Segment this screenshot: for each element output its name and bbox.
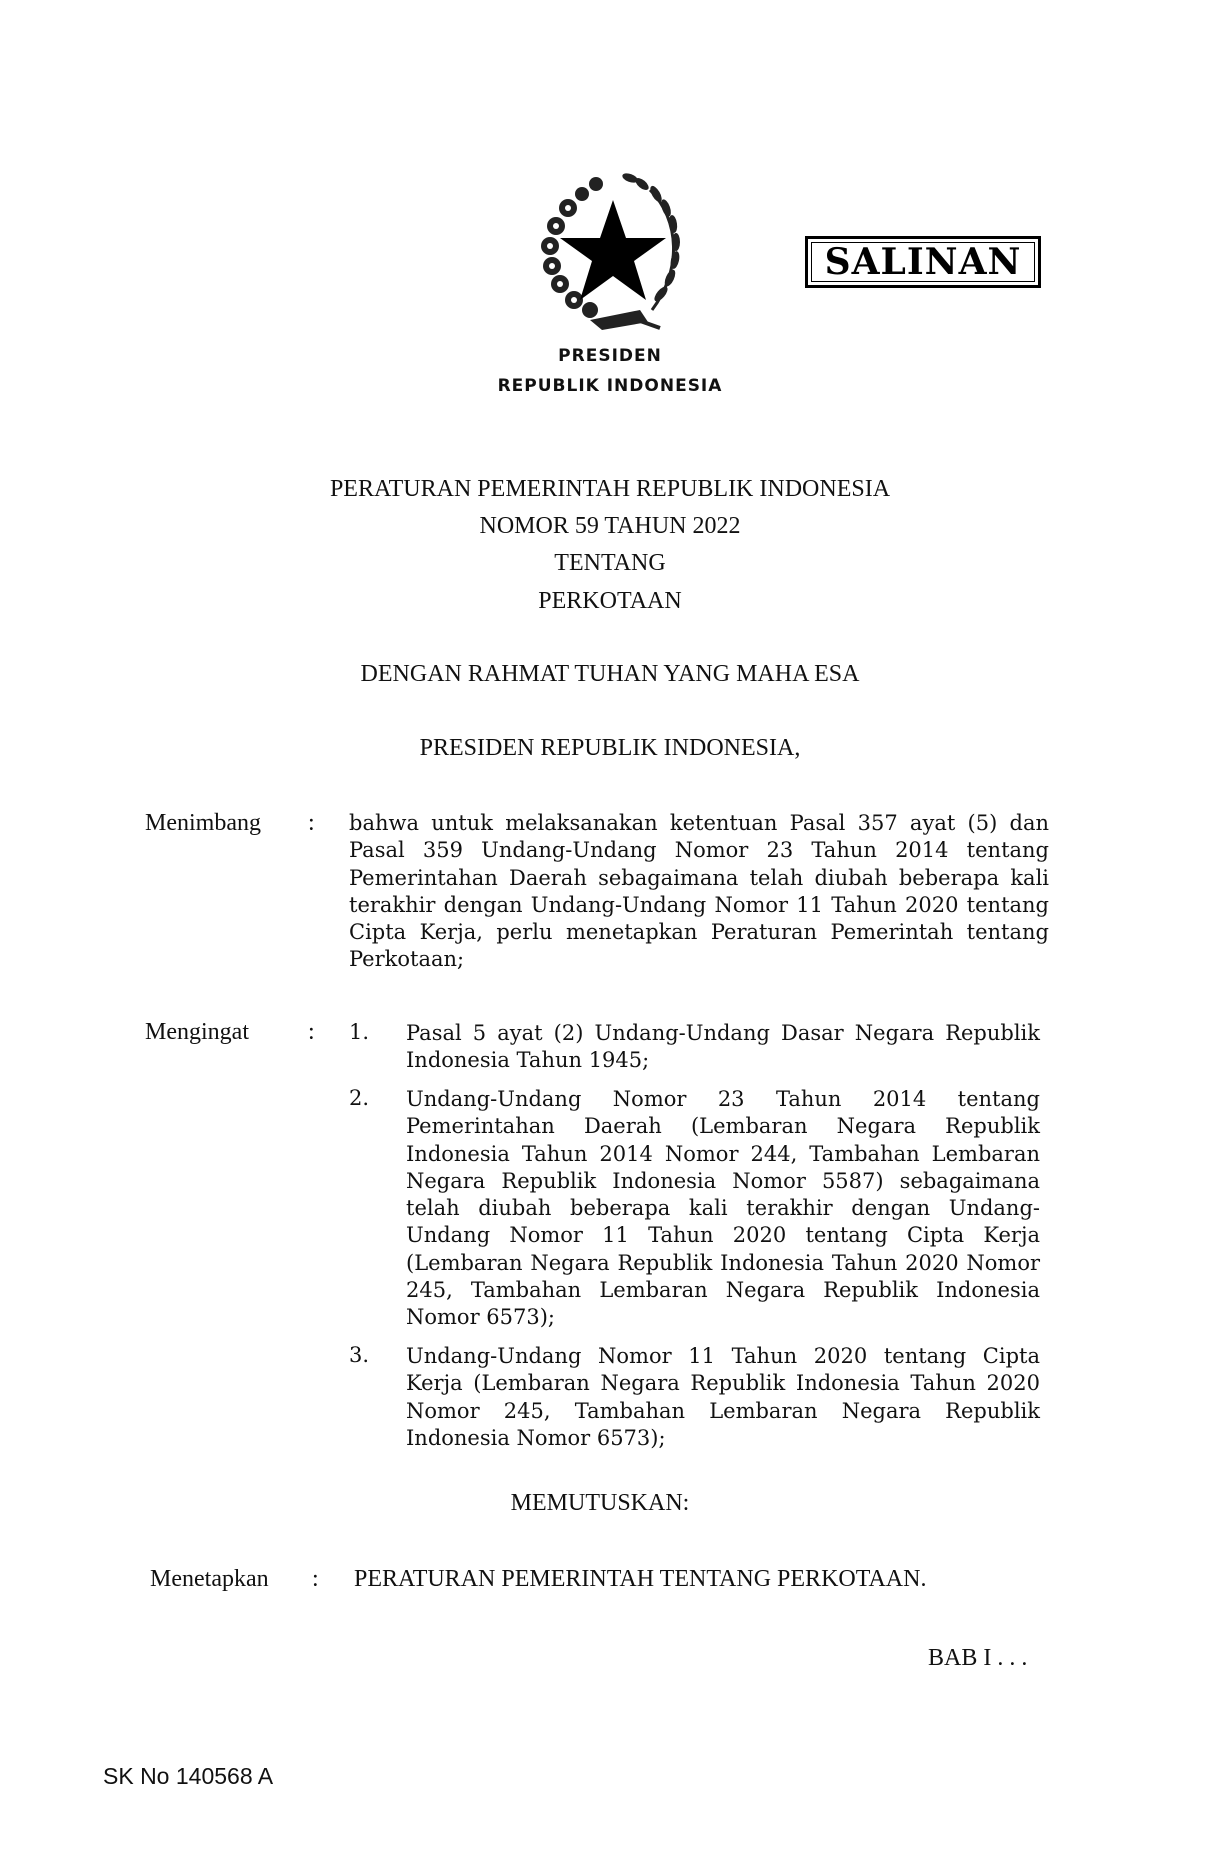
mengingat-label: Mengingat xyxy=(145,1019,249,1045)
document-code: SK No 140568 A xyxy=(103,1763,274,1789)
menimbang-colon: : xyxy=(308,810,315,836)
mengingat-colon: : xyxy=(308,1019,315,1045)
presidential-emblem-icon xyxy=(530,160,696,336)
menimbang-label: Menimbang xyxy=(145,810,261,836)
mengingat-item-text: Pasal 5 ayat (2) Undang-Undang Dasar Negara Republik Indonesia Tahun 1945; xyxy=(406,1021,1040,1073)
institution-line-1: PRESIDEN xyxy=(558,346,662,366)
regulation-title: PERATURAN PEMERINTAH REPUBLIK INDONESIA xyxy=(329,476,891,502)
menetapkan-text: PERATURAN PEMERINTAH TENTANG PERKOTAAN. xyxy=(354,1566,927,1592)
regulation-tentang: TENTANG xyxy=(554,550,666,576)
regulation-subject: PERKOTAAN xyxy=(538,588,682,614)
mengingat-item-text: Undang-Undang Nomor 23 Tahun 2014 tentang Pemerintahan Daerah (Lembaran Negara Republik Indonesia Tahun 2014 Nomor 244, Tambahan Lembaran Negara Republik Indonesia Nomor 5587) sebagaimana telah diubah beberapa kali terakhir dengan Undang-Undang Nomor 11 Tahun 2020 tentang Cipta Kerja (Lembaran Negara Republik Indonesia Tahun 2020 Nomor 245, Tambahan Lembaran Negara Republik Indonesia Nomor 6573); xyxy=(406,1087,1040,1330)
mengingat-item-number: 1. xyxy=(349,1020,370,1044)
menetapkan-label: Menetapkan xyxy=(150,1566,269,1592)
salinan-stamp-text: SALINAN xyxy=(824,241,1022,283)
mengingat-item-text: Undang-Undang Nomor 11 Tahun 2020 tentang Cipta Kerja (Lembaran Negara Republik Indonesia Tahun 2020 Nomor 245, Tambahan Lembaran Negara Republik Indonesia Nomor 6573); xyxy=(406,1344,1040,1450)
memutuskan-heading: MEMUTUSKAN: xyxy=(510,1490,690,1516)
menetapkan-colon: : xyxy=(312,1566,319,1592)
invocation: DENGAN RAHMAT TUHAN YANG MAHA ESA xyxy=(360,661,860,687)
regulation-number: NOMOR 59 TAHUN 2022 xyxy=(479,513,741,539)
institution-line-2: REPUBLIK INDONESIA xyxy=(497,376,723,396)
salinan-stamp xyxy=(805,236,1041,288)
mengingat-item-number: 2. xyxy=(349,1086,370,1110)
menimbang-text: bahwa untuk melaksanakan ketentuan Pasal 357 ayat (5) dan Pasal 359 Undang-Undang Nomor 23 Tahun 2014 tentang Pemerintahan Daerah sebagaimana telah diubah beberapa kali terakhir dengan Undang-Undang Nomor 11 Tahun 2020 tentang Cipta Kerja, perlu menetapkan Peraturan Pemerintah tentang Perkotaan; xyxy=(349,811,1049,972)
page-continuation: BAB I . . . xyxy=(928,1645,1028,1671)
mengingat-item-number: 3. xyxy=(349,1343,370,1367)
issuer: PRESIDEN REPUBLIK INDONESIA, xyxy=(419,735,801,761)
